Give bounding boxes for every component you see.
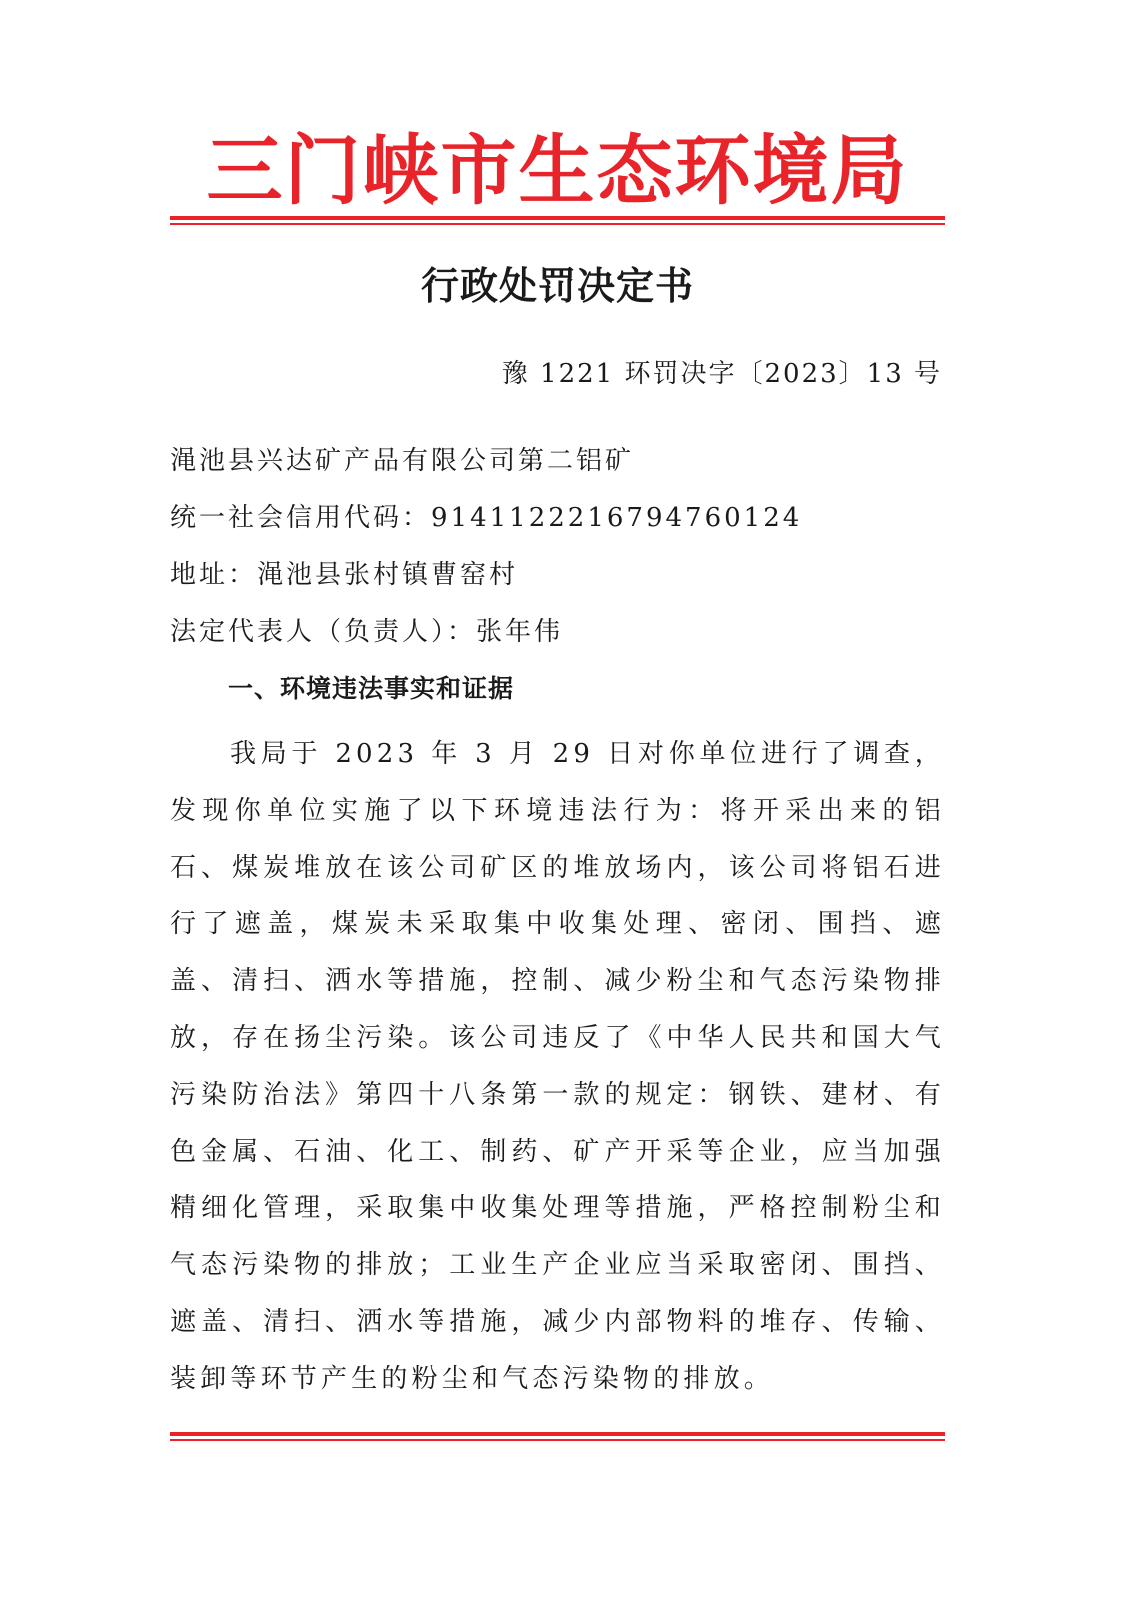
party-address: 地址：渑池县张村镇曹窑村 <box>170 560 519 590</box>
party-credit-code: 统一社会信用代码：9141122216794760124 <box>170 503 803 533</box>
party-name: 渑池县兴达矿产品有限公司第二铝矿 <box>170 446 635 476</box>
footer-rule-thin <box>170 1439 945 1441</box>
issuer-letterhead: 三门峡市生态环境局 <box>206 126 909 215</box>
document-number: 豫 1221 环罚决字〔2023〕13 号 <box>501 359 942 389</box>
party-representative: 法定代表人（负责人）：张年伟 <box>170 617 564 647</box>
footer-rule-thick <box>170 1432 945 1436</box>
section-body: 我局于 2023 年 3 月 29 日对你单位进行了调查，发现你单位实施了以下环境违法行为：将开采出来的铝石、煤炭堆放在该公司矿区的堆放场内，该公司将铝石进行了遮盖，煤炭未采取集中收集处理、密闭、围挡、遮盖、清扫、洒水等措施，控制、减少粉尘和气态污染物排放，存在扬尘污染。该公司违反了《中华人民共和国大气污染防治法》第四十八条第一款的规定：钢铁、建材、有色金属、石油、化工、制药、矿产开采等企业，应当加强精细化管理，采取集中收集处理等措施，严格控制粉尘和气态污染物的排放；工业生产企业应当采取密闭、围挡、遮盖、清扫、洒水等措施，减少内部物料的堆存、传输、装卸等环节产生的粉尘和气态污染物的排放。 <box>170 739 945 1394</box>
document-title: 行政处罚决定书 <box>420 263 694 308</box>
letterhead-rule-thick <box>170 216 945 220</box>
letterhead-rule-thin <box>170 223 945 225</box>
section-heading: 一、环境违法事实和证据 <box>228 674 515 703</box>
